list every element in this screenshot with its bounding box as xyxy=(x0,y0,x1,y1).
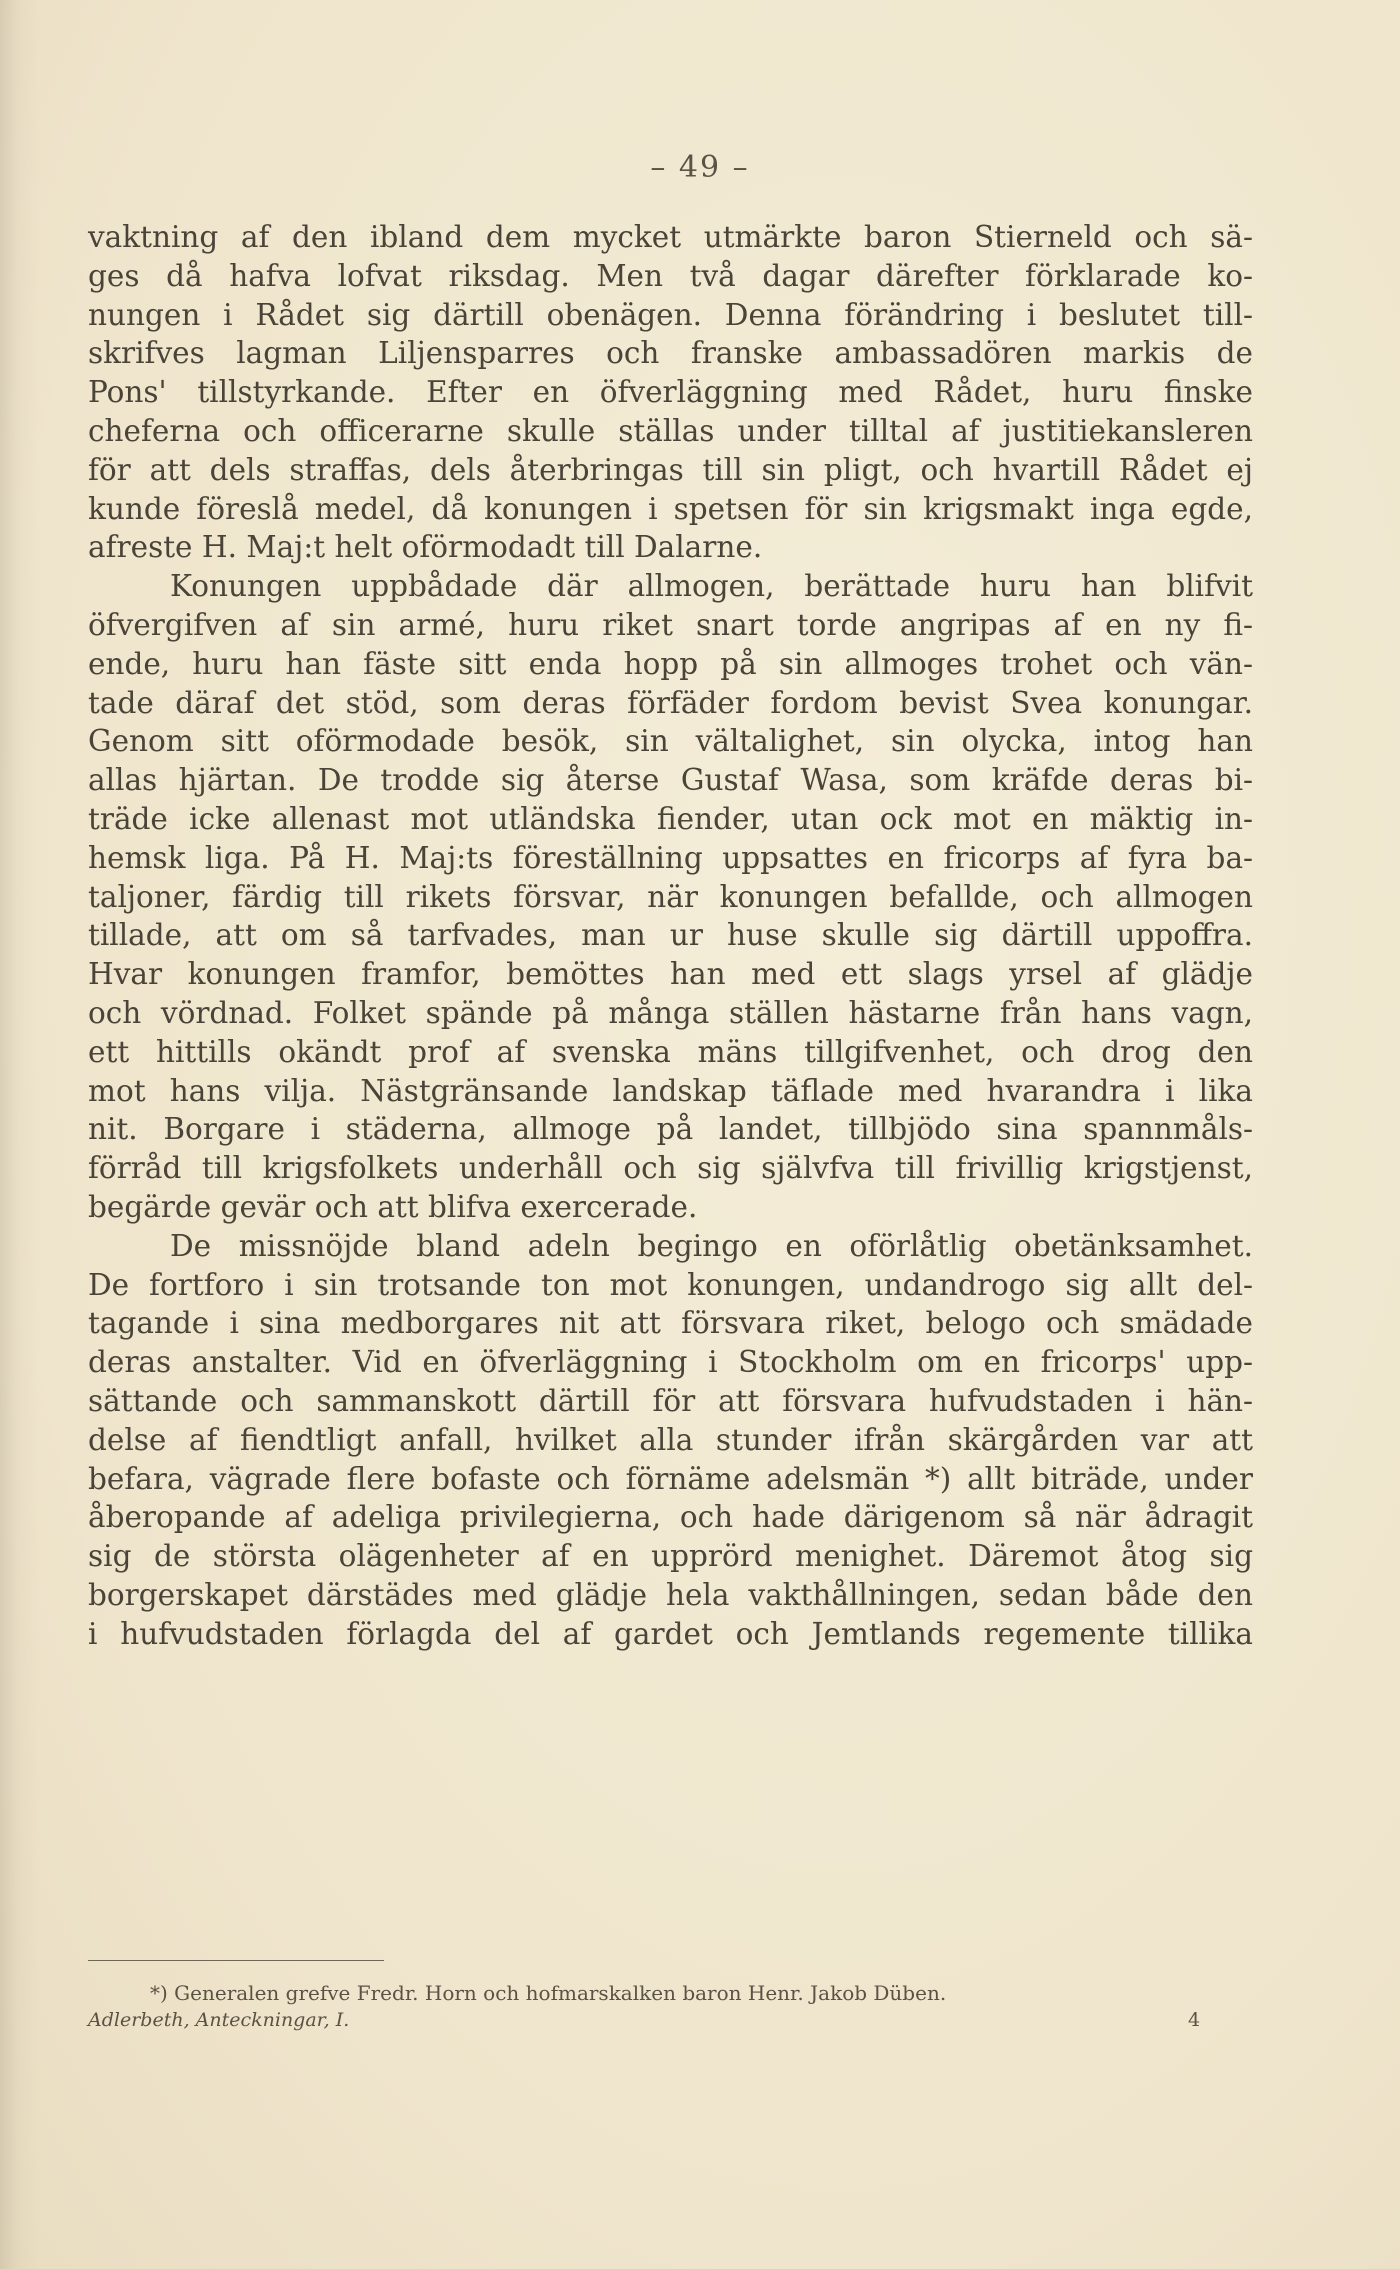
text-line: vaktning af den ibland dem mycket utmärkte baron Stierneld och sä- xyxy=(88,220,1253,254)
text-line: deras anstalter. Vid en öfverläggning i Stockholm om en fricorps' upp- xyxy=(88,1345,1253,1380)
text-line: och vördnad. Folket spände på många ställen hästarne från hans vagn, xyxy=(88,995,1253,1030)
text-line: skrifves lagman Liljensparres och franske ambassadören markis de xyxy=(88,336,1253,371)
text-line: afreste H. Maj:t helt oförmodadt till Dalarne. xyxy=(88,530,763,565)
body-text xyxy=(88,218,1253,1653)
text-line: ende, huru han fäste sitt enda hopp på sin allmoges trohet och vän- xyxy=(88,646,1253,681)
text-line: åberopande af adeliga privilegierna, och hade därigenom så när ådragit xyxy=(88,1500,1253,1535)
page-number: – 49 – xyxy=(650,150,750,185)
text-line: delse af fiendtligt anfall, hvilket alla stunder ifrån skärgården var att xyxy=(88,1422,1253,1457)
text-line: öfvergifven af sin armé, huru riket snart torde angripas af en ny fi- xyxy=(88,607,1253,642)
text-line: sättande och sammanskott därtill för att försvara hufvudstaden i hän- xyxy=(88,1383,1253,1418)
text-line: sig de största olägenheter af en upprörd menighet. Däremot åtog sig xyxy=(88,1539,1253,1574)
text-line: hemsk liga. På H. Maj:ts föreställning uppsattes en fricorps af fyra ba- xyxy=(88,840,1253,875)
text-line: tade däraf det stöd, som deras förfäder fordom bevist Svea konungar. xyxy=(88,685,1253,720)
text-line: cheferna och officerarne skulle ställas under tilltal af justitiekansleren xyxy=(88,413,1253,448)
text-line: träde icke allenast mot utländska fiender, utan ock mot en mäktig in- xyxy=(88,801,1253,836)
signature-mark: 4 xyxy=(1188,2009,1201,2031)
text-line: ett hittills okändt prof af svenska mäns tillgifvenhet, och drog den xyxy=(88,1034,1253,1069)
paragraph-3 xyxy=(88,1227,1253,1654)
text-line: kunde föreslå medel, då konungen i spetsen för sin krigsmakt inga egde, xyxy=(88,491,1253,526)
text-line: De fortforo i sin trotsande ton mot konungen, undandrogo sig allt del- xyxy=(88,1267,1253,1302)
text-line: begärde gevär och att blifva exercerade. xyxy=(88,1189,698,1224)
text-line: Hvar konungen framfor, bemöttes han med ett slags yrsel af glädje xyxy=(88,957,1253,992)
footnote: *) Generalen grefve Fredr. Horn och hofmarskalken baron Henr. Jakob Düben. xyxy=(150,1981,947,2005)
page-footer xyxy=(88,2007,1218,2033)
text-line: nungen i Rådet sig därtill obenägen. Denna förändring i beslutet till- xyxy=(88,297,1253,332)
text-line: tagande i sina medborgares nit att försvara riket, belogo och smädade xyxy=(88,1306,1253,1341)
text-line: mot hans vilja. Nästgränsande landskap täflade med hvarandra i lika xyxy=(88,1073,1253,1108)
text-line: för att dels straffas, dels återbringas till sin pligt, och hvartill Rådet ej xyxy=(88,452,1253,487)
text-line: borgerskapet därstädes med glädje hela vakthållningen, sedan både den xyxy=(88,1577,1253,1612)
text-line: tillade, att om så tarfvades, man ur huse skulle sig därtill uppoffra. xyxy=(88,918,1253,953)
paragraph-2 xyxy=(88,567,1253,1227)
text-line: taljoner, färdig till rikets försvar, när konungen befallde, och allmogen xyxy=(88,879,1253,914)
text-line: Konungen uppbådade där allmogen, berättade huru han blifvit xyxy=(170,569,1253,604)
text-line: nit. Borgare i städerna, allmoge på landet, tillbjödo sina spannmåls- xyxy=(88,1112,1253,1147)
footnote-divider xyxy=(88,1960,384,1961)
text-line: förråd till krigsfolkets underhåll och sig självfva till frivillig krigstjenst, xyxy=(88,1151,1253,1186)
text-line: Genom sitt oförmodade besök, sin vältalighet, sin olycka, intog han xyxy=(88,724,1253,759)
paragraph-1 xyxy=(88,218,1253,567)
text-line: ges då hafva lofvat riksdag. Men två dagar därefter förklarade ko- xyxy=(88,258,1253,293)
text-line: i hufvudstaden förlagda del af gardet och Jemtlands regemente tillika xyxy=(88,1616,1253,1651)
text-line: Pons' tillstyrkande. Efter en öfverläggning med Rådet, huru finske xyxy=(88,375,1253,410)
text-line: De missnöjde bland adeln begingo en oförlåtlig obetänksamhet. xyxy=(170,1228,1253,1263)
footer-source: Adlerbeth, Anteckningar, I. xyxy=(88,2009,350,2031)
text-line: allas hjärtan. De trodde sig återse Gustaf Wasa, som kräfde deras bi- xyxy=(88,763,1253,798)
text-line: befara, vägrade flere bofaste och förnäme adelsmän *) allt biträde, under xyxy=(88,1461,1253,1496)
